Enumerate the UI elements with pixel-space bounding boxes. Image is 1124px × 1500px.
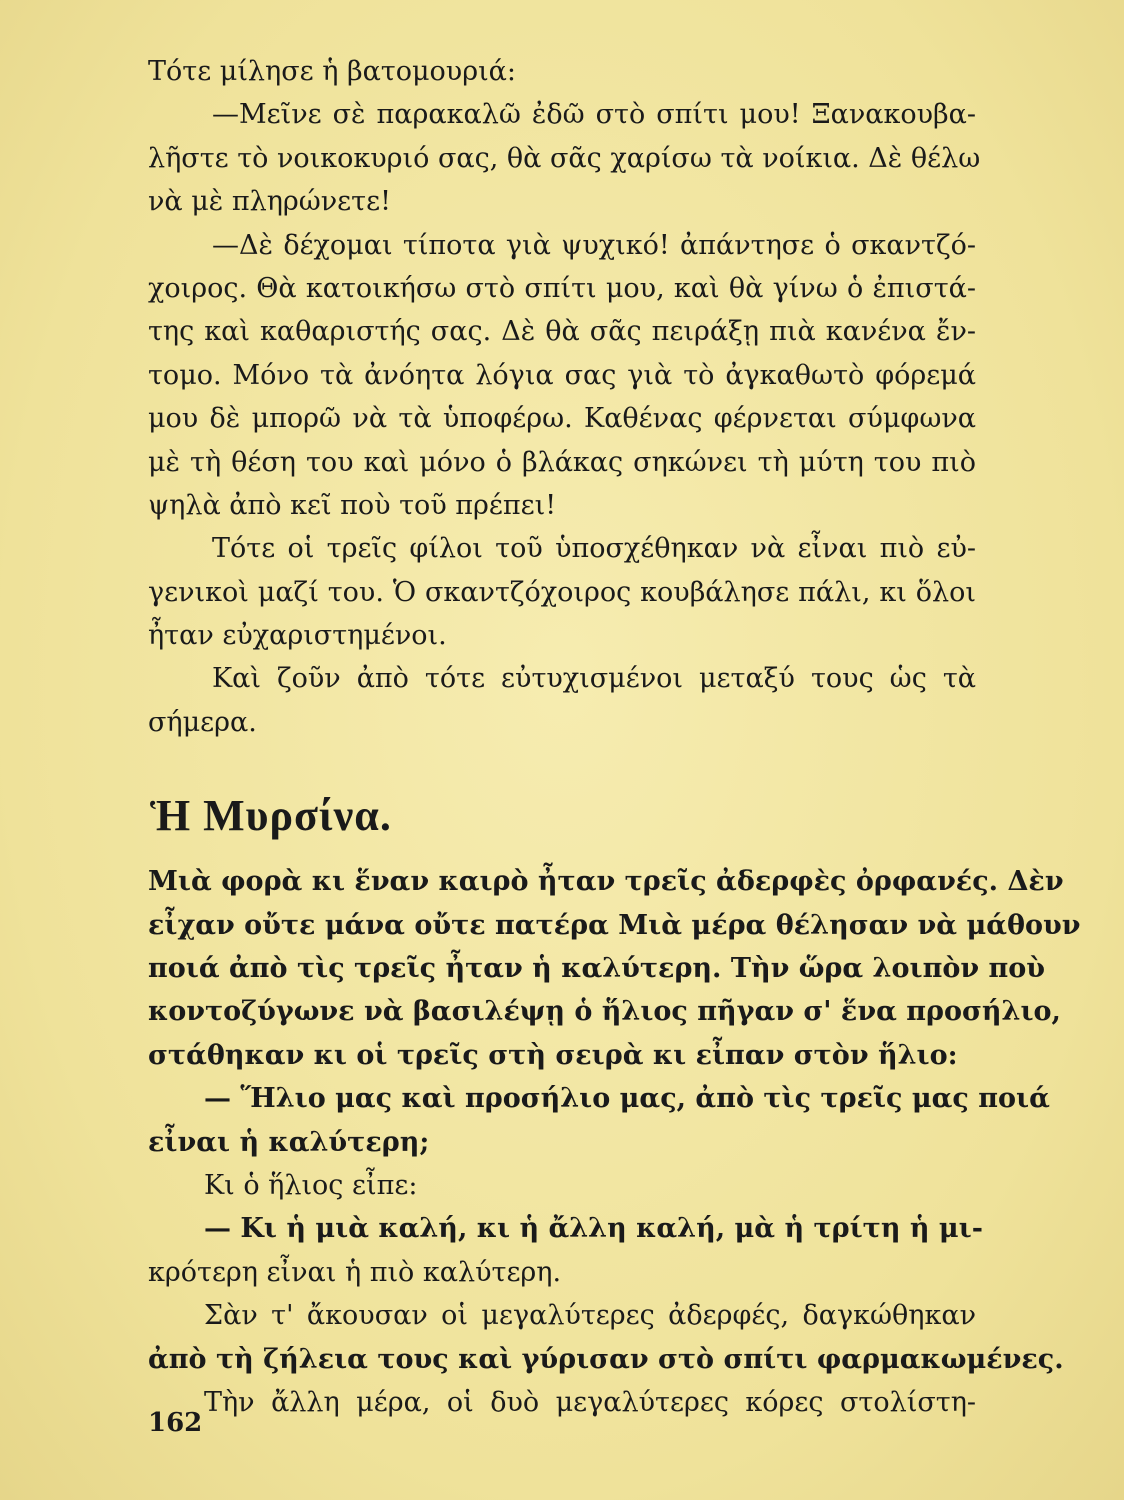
text-line: — Ἥλιο μας καὶ προσήλιο μας, ἀπὸ τὶς τρεῖς μας ποιά xyxy=(204,1083,1050,1115)
text-line: Τότε οἱ τρεῖς φίλοι τοῦ ὑποσχέθηκαν νὰ εἶναι πιὸ εὐ- xyxy=(212,533,976,565)
text-line: νὰ μὲ πληρώνετε! xyxy=(148,186,391,218)
text-line: της καὶ καθαριστής σας. Δὲ θὰ σᾶς πειράξῃ πιὰ κανένα ἔν- xyxy=(148,316,976,348)
text-line: ψηλὰ ἀπὸ κεῖ ποὺ τοῦ πρέπει! xyxy=(148,489,557,521)
text-line: Τὴν ἄλλη μέρα, οἱ δυὸ μεγαλύτερες κόρες στολίστη- xyxy=(204,1386,976,1418)
text-line: Τότε μίλησε ἡ βατομουριά: xyxy=(148,56,516,87)
text-line: Κι ὁ ἥλιος εἶπε: xyxy=(204,1169,418,1201)
text-line: γενικοὶ μαζί του. Ὁ σκαντζόχοιρος κουβάλησε πάλι, κι ὅλοι xyxy=(148,576,976,608)
page-number: 162 xyxy=(148,1408,203,1438)
text-line: Μιὰ φορὰ κι ἕναν καιρὸ ἦταν τρεῖς ἀδερφὲς ὀρφανές. Δὲν xyxy=(148,866,1064,898)
text-line: —Δὲ δέχομαι τίποτα γιὰ ψυχικό! ἀπάντησε ὁ σκαντζό- xyxy=(212,229,976,261)
text-line: ἦταν εὐχαριστημένοι. xyxy=(148,620,447,652)
text-line: — Κι ἡ μιὰ καλή, κι ἡ ἄλλη καλή, μὰ ἡ τρίτη ἡ μι- xyxy=(204,1213,983,1245)
text-line: Καὶ ζοῦν ἀπὸ τότε εὐτυχισμένοι μεταξύ τους ὡς τὰ xyxy=(212,663,976,695)
text-line: μὲ τὴ θέση του καὶ μόνο ὁ βλάκας σηκώνει τὴ μύτη του πιὸ xyxy=(148,446,976,478)
text-line: —Μεῖνε σὲ παρακαλῶ ἐδῶ στὸ σπίτι μου! Ξανακουβα- xyxy=(212,99,976,131)
text-line: κοντοζύγωνε νὰ βασιλέψῃ ὁ ἥλιος πῆγαν σ' ἕνα προσήλιο, xyxy=(148,996,1061,1028)
text-line: λῆστε τὸ νοικοκυριό σας, θὰ σᾶς χαρίσω τὰ νοίκια. Δὲ θέλω xyxy=(148,142,981,174)
text-line: Σὰν τ' ἄκουσαν οἱ μεγαλύτερες ἀδερφές, δαγκώθηκαν xyxy=(204,1300,976,1332)
text-line: σήμερα. xyxy=(148,706,257,738)
text-line: στάθηκαν κι οἱ τρεῖς στὴ σειρὰ κι εἶπαν στὸν ἥλιο: xyxy=(148,1039,958,1071)
page-text xyxy=(148,50,1081,1424)
story-title: Ἡ Μυρσίνα. xyxy=(150,791,392,841)
text-line: τομο. Μόνο τὰ ἀνόητα λόγια σας γιὰ τὸ ἀγκαθωτὸ φόρεμά xyxy=(148,359,976,391)
text-line: εἶναι ἡ καλύτερη; xyxy=(148,1126,430,1158)
text-line: εἶχαν οὔτε μάνα οὔτε πατέρα Μιὰ μέρα θέλησαν νὰ μάθουν xyxy=(148,909,1081,941)
text-line: ποιά ἀπὸ τὶς τρεῖς ἦταν ἡ καλύτερη. Τὴν ὥρα λοιπὸν ποὺ xyxy=(148,953,1045,985)
text-line: μου δὲ μπορῶ νὰ τὰ ὑποφέρω. Καθένας φέρνεται σύμφωνα xyxy=(148,403,976,435)
text-line: ἀπὸ τὴ ζήλεια τους καὶ γύρισαν στὸ σπίτι φαρμακωμένες. xyxy=(148,1343,1064,1375)
text-line: κρότερη εἶναι ἡ πιὸ καλύτερη. xyxy=(148,1256,562,1288)
text-line: χοιρος. Θὰ κατοικήσω στὸ σπίτι μου, καὶ θὰ γίνω ὁ ἐπιστά- xyxy=(148,272,976,304)
